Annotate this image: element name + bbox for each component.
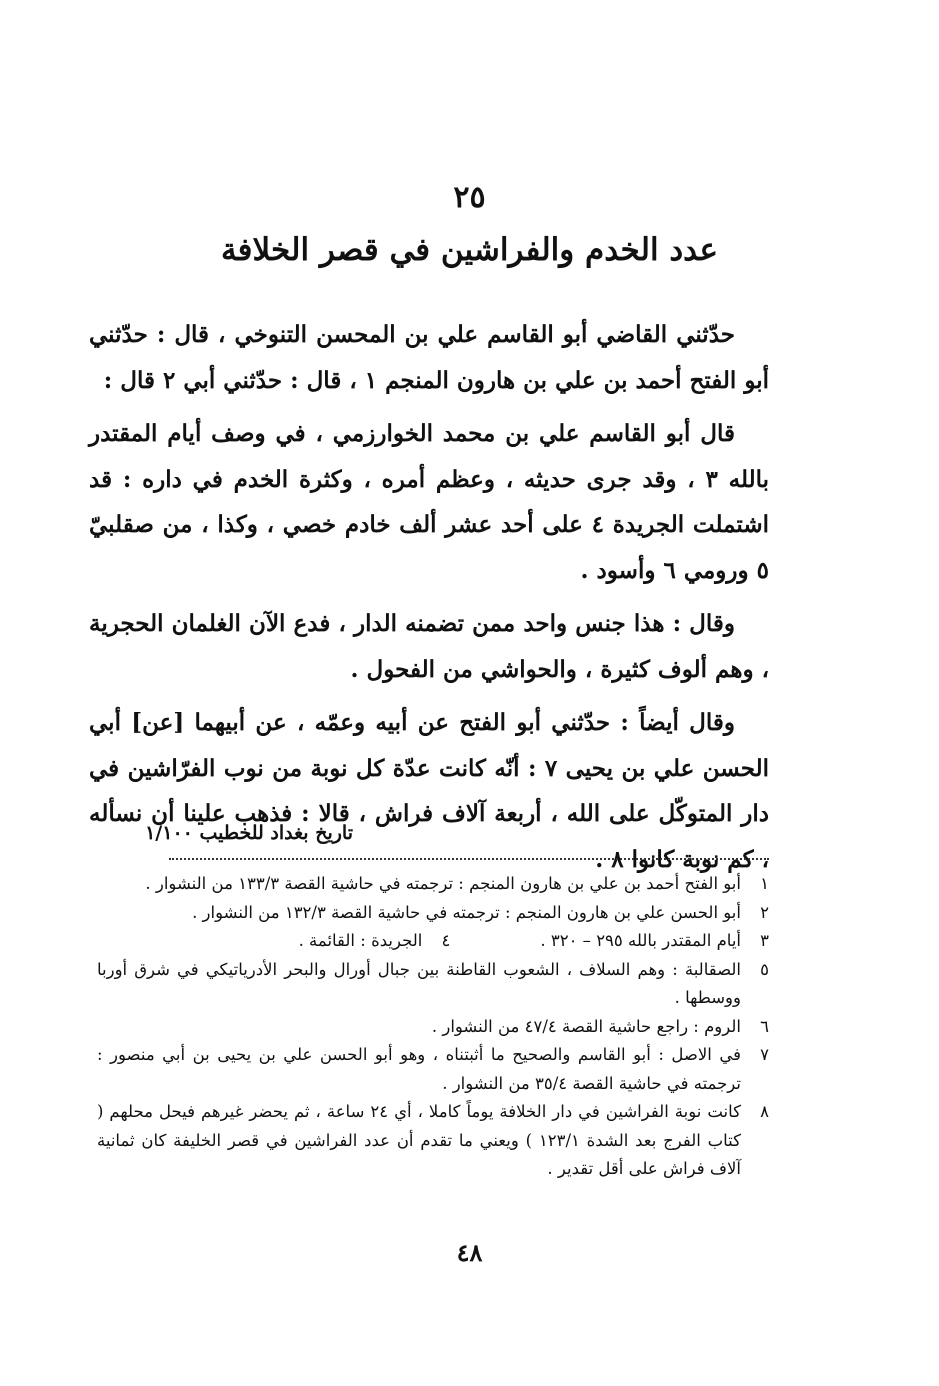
footnote-number: ٣ [760, 931, 769, 950]
paragraph-2: قال أبو القاسم علي بن محمد الخوارزمي ، في وصف أيام المقتدر بالله ٣ ، وقد جرى حديثه ، وعظم أمره ، وكثرة الخدم في داره : قد اشتملت الجريدة ٤ على أحد عشر ألف خادم خصي ، وكذا ، من صقلبيّ ٥ ورومي ٦ وأسود . [89, 420, 770, 584]
footnote-text: الصقالبة : وهم السلاف ، الشعوب القاطنة بين جبال أورال والبحر الأدرياتيكي في شرق أوربا ووسطها . [97, 959, 741, 1007]
footnote-text: الجريدة : القائمة . [298, 931, 423, 950]
footnotes [97, 870, 769, 1184]
footnote-6 [97, 1013, 769, 1042]
footnote-5 [97, 956, 769, 1013]
footnote-number: ١ [760, 874, 769, 893]
paragraph-1: حدّثني القاضي أبو القاسم علي بن المحسن التنوخي ، قال : حدّثني أبو الفتح أحمد بن علي بن هارون المنجم ١ ، قال : حدّثني أبي ٢ قال : [89, 321, 769, 394]
footnote-number: ٢ [760, 902, 769, 922]
footnote-number: ٥ [760, 959, 769, 979]
page-number: ٤٨ [456, 1238, 483, 1267]
footnote-number: ٦ [760, 1016, 769, 1036]
main-text [89, 312, 769, 882]
footnote-number: ٨ [760, 1102, 769, 1121]
footnote-7 [97, 1041, 769, 1098]
chapter-number: ٢٥ [453, 180, 486, 215]
source-citation: تاريخ بغداد للخطيب ١/١٠٠ [145, 822, 353, 844]
footnote-divider [169, 858, 769, 860]
footnote-number: ٧ [760, 1045, 769, 1064]
footnote-text: أبو الحسن علي بن هارون المنجم : ترجمته في حاشية القصة ١٣٢/٣ من النشوار . [192, 902, 741, 922]
footnote-3 [540, 927, 769, 956]
footnote-1 [97, 870, 769, 899]
footnote-8 [97, 1098, 769, 1184]
footnote-2 [97, 899, 769, 928]
footnote-text: الروم : راجع حاشية القصة ٤٧/٤ من النشوار . [431, 1016, 741, 1036]
chapter-title: عدد الخدم والفراشين في قصر الخلافة [221, 232, 718, 268]
paragraph-3: وقال : هذا جنس واحد ممن تضمنه الدار ، فدع الآن الغلمان الحجرية ، وهم ألوف كثيرة ، والحواشي من الفحول . [89, 610, 769, 683]
footnote-4 [299, 927, 451, 956]
footnote-row-3-4 [97, 927, 769, 956]
footnote-text: كانت نوبة الفراشين في دار الخلافة يوماً كاملا ، أي ٢٤ ساعة ، ثم يحضر غيرهم فيحل محلهم ( كتاب الفرج بعد الشدة ١٢٣/١ ) ويعني ما تقدم أن عدد الفراشين في قصر الخليفة كان ثمانية آلاف فراش على أقل تقدير . [97, 1102, 741, 1178]
footnote-number: ٤ [441, 931, 451, 950]
paragraph-4: وقال أيضاً : حدّثني أبو الفتح عن أبيه وعمّه ، عن أبيهما [عن] أبي الحسن علي بن يحيى ٧ : أنّه كانت عدّة كل نوبة من نوب الفرّاشين في دار المتوكّل على الله ، أربعة آلاف فراش ، قالا : فذهب علينا أن نسأله ، كم نوبة كانوا ٨ . [89, 709, 770, 873]
footnote-text: أبو الفتح أحمد بن علي بن هارون المنجم : ترجمته في حاشية القصة ١٣٣/٣ من النشوار . [145, 874, 741, 893]
footnote-text: أيام المقتدر بالله ٢٩٥ – ٣٢٠ . [540, 931, 741, 950]
footnote-text: في الاصل : أبو القاسم والصحيح ما أثبتناه ، وهو أبو الحسن علي بن يحيى بن أبي منصور : ترجمته في حاشية القصة ٣٥/٤ من النشوار . [97, 1045, 741, 1093]
